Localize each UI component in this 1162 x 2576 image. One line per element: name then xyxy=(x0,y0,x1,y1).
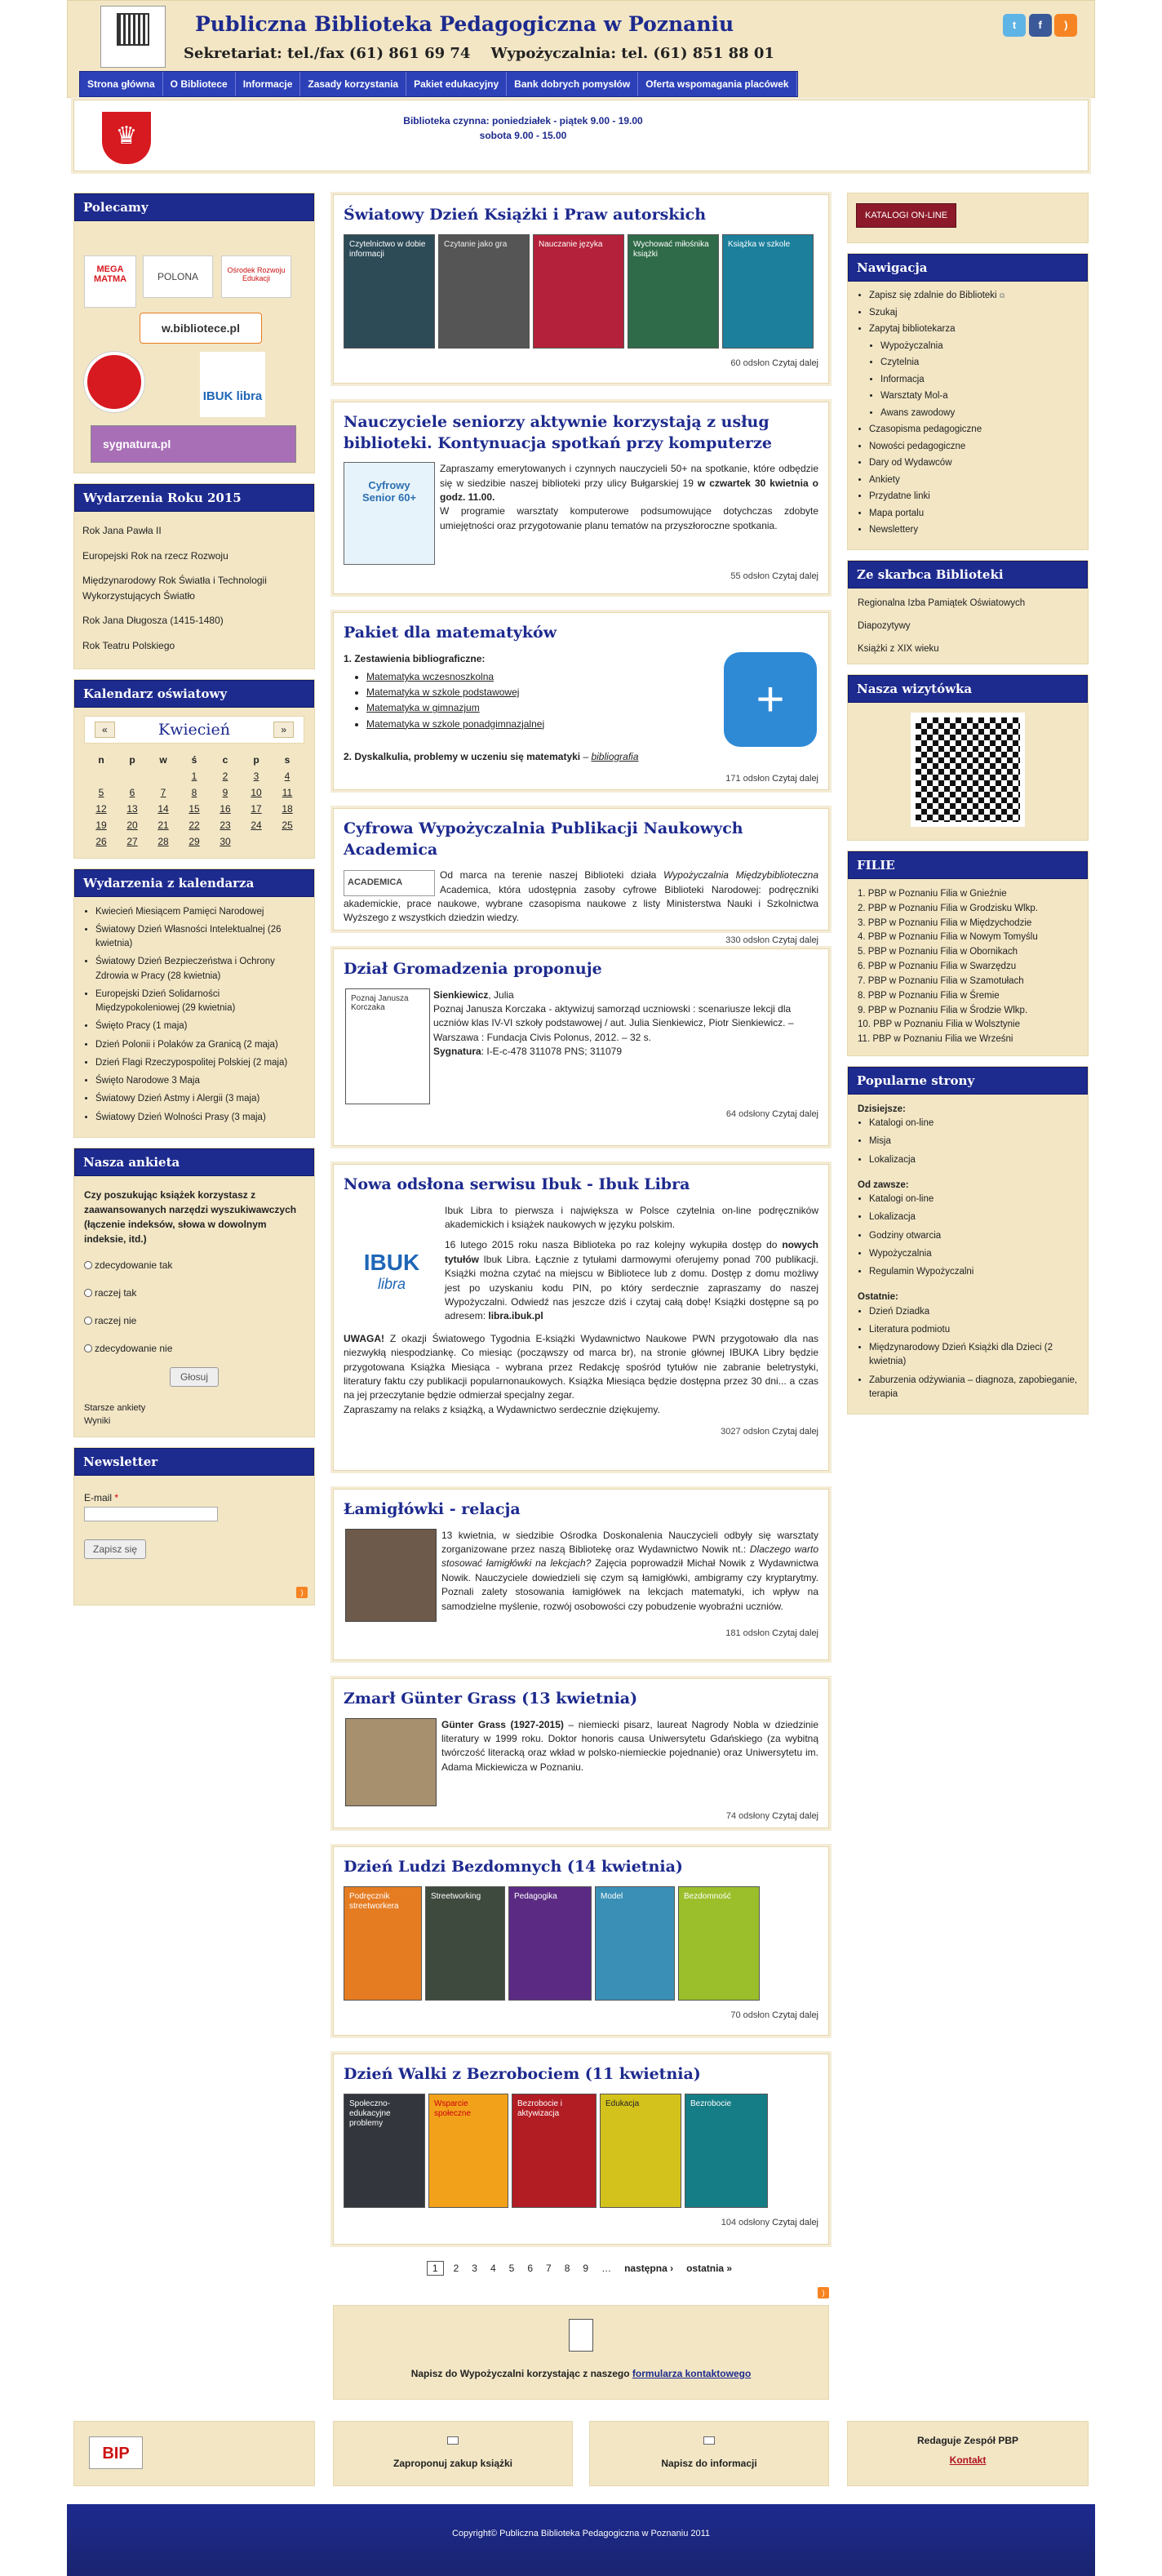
math-dice-icon: + xyxy=(724,652,817,747)
branch-link[interactable]: 2. PBP w Poznaniu Filia w Grodzisku Wlkp. xyxy=(858,903,1038,913)
zakup-box xyxy=(333,2421,573,2486)
megamatma-logo[interactable]: MEGA MATMA xyxy=(84,255,136,308)
treasury-link[interactable]: Regionalna Izba Pamiątek Oświatowych xyxy=(858,597,1026,608)
branch-link[interactable]: 9. PBP w Poznaniu Filia w Środzie Wlkp. xyxy=(858,1005,1028,1015)
radio-icon[interactable] xyxy=(84,1289,92,1297)
bibliography-link[interactable]: • Matematyka wczesnoszkolna xyxy=(366,669,818,685)
nav-link[interactable]: • Ankiety xyxy=(869,474,1078,487)
sygnatura-logo[interactable]: sygnatura.pl xyxy=(91,425,296,463)
site-title[interactable]: Publiczna Biblioteka Pedagogiczna w Poznaniu xyxy=(195,12,734,36)
branch-link[interactable]: 3. PBP w Poznaniu Filia w Międzychodzie xyxy=(858,917,1032,928)
ore-logo[interactable]: Ośrodek Rozwoju Edukacji xyxy=(221,255,291,298)
calendar-day[interactable]: 5 xyxy=(98,786,104,798)
calendar-day[interactable]: 20 xyxy=(126,819,138,831)
branch-link[interactable]: 11. PBP w Poznaniu Filia we Wrześni xyxy=(858,1034,1013,1045)
calendar-event-link[interactable]: • Światowy Dzień Astmy i Alergii (3 maja) xyxy=(95,1092,304,1106)
book-cover[interactable]: Czytanie jako gra xyxy=(438,234,530,349)
page-link[interactable]: 7 xyxy=(546,2263,552,2274)
cyfrowy-senior-image: Cyfrowy Senior 60+ xyxy=(344,462,435,565)
book-covers xyxy=(344,1886,818,2001)
popular-link[interactable]: • Misja xyxy=(869,1135,1078,1148)
calendar-event-link[interactable]: • Święto Narodowe 3 Maja xyxy=(95,1074,304,1088)
nav-info[interactable]: Informacje xyxy=(236,72,301,96)
branch-link[interactable]: 5. PBP w Poznaniu Filia w Obornikach xyxy=(858,947,1018,957)
page-link[interactable]: 4 xyxy=(490,2263,496,2274)
mail-icon xyxy=(703,2436,715,2445)
email-field[interactable] xyxy=(84,1507,218,1521)
article-card: Pakiet dla matematyków + 1. Zestawienia bibliograficzne: • Matematyka wczesnoszkolna • Matematyka w szkole podstawowej • Matematyka w gimnazjum • Matematyka w szkole ponadgimnazjalnej 2. Dyskalkulia, problemy w uczeniu się matematyki – bibliografia 171 odsłon Czytaj dalej xyxy=(333,612,829,790)
branch-link[interactable]: 10. PBP w Poznaniu Filia w Wolsztynie xyxy=(858,1019,1020,1030)
external-link-icon: ⧉ xyxy=(999,291,1005,300)
article-title[interactable]: Światowy Dzień Książki i Praw autorskich xyxy=(344,206,707,224)
rss-icon[interactable]: ) xyxy=(296,1587,308,1598)
calendar-event-link[interactable]: • Dzień Polonii i Polaków za Granicą (2 maja) xyxy=(95,1038,304,1052)
calendar-month: Kwiecień xyxy=(158,720,230,739)
calendar-day[interactable]: 24 xyxy=(251,819,262,831)
poll-option[interactable]: zdecydowanie nie xyxy=(84,1341,304,1356)
wizytowka-box: Nasza wizytówka xyxy=(847,674,1089,841)
nav-link[interactable]: • Czasopisma pedagogiczne xyxy=(869,424,1078,437)
contact-form-link[interactable]: formularza kontaktowego xyxy=(632,2368,752,2379)
read-more-link[interactable]: Czytaj dalej xyxy=(772,571,818,582)
calendar-day[interactable]: 14 xyxy=(157,802,169,815)
event-link[interactable]: Rok Jana Długosza (1415-1480) xyxy=(82,615,224,627)
polona-logo[interactable]: POLONA xyxy=(143,255,213,298)
calendar-day[interactable]: 23 xyxy=(220,819,231,831)
nav-oferta[interactable]: Oferta wspomagania placówek xyxy=(638,72,796,96)
view-count: 3027 odsłon xyxy=(721,1427,770,1437)
next-page-link[interactable]: następna › xyxy=(624,2263,674,2274)
ibuk-libra-logo[interactable]: IBUK libra xyxy=(363,1249,420,1292)
right-sidebar xyxy=(847,193,1089,1424)
calendar-day[interactable]: 7 xyxy=(160,786,166,798)
nawigacja-box: Nawigacja • Zapisz się zdalnie do Biblioteki ⧉ • Szukaj • Zapytaj bibliotekarza • Wypożyczalnia • Czytelnia • Informacja • Warsztaty Mol-a • Awans zawodowy • Czasopisma pedagogiczne • Nowości pedagogiczne • Dary od Wydawców • Ankiety • Przydatne linki • Mapa portalu • Newslettery xyxy=(847,253,1089,550)
calendar-day[interactable]: 18 xyxy=(282,802,293,815)
view-count: 70 odsłon xyxy=(730,2010,770,2020)
workshop-photo xyxy=(345,1529,437,1622)
contact-box: Napisz do Wypożyczalni korzystając z naszego formularza kontaktowego xyxy=(333,2305,829,2400)
book-cover[interactable]: Poznaj Janusza Korczaka xyxy=(345,988,430,1104)
read-more-link[interactable]: Czytaj dalej xyxy=(772,1427,818,1437)
book-covers xyxy=(344,2094,818,2208)
poll-results-link[interactable]: Wyniki xyxy=(84,1416,111,1427)
page-link[interactable]: 3 xyxy=(472,2263,477,2274)
branch-link[interactable]: 1. PBP w Poznaniu Filia w Gnieźnie xyxy=(858,889,1007,899)
event-link[interactable]: Europejski Rok na rzecz Rozwoju xyxy=(82,549,228,562)
event-link[interactable]: Rok Jana Pawła II xyxy=(82,525,162,536)
nav-bank[interactable]: Bank dobrych pomysłów xyxy=(507,72,638,96)
calendar-event-link[interactable]: • Światowy Dzień Własności Intelektualnej (26 kwietnia) xyxy=(95,923,304,952)
popular-link[interactable]: • Dzień Dziadka xyxy=(869,1305,1078,1319)
katalog-box xyxy=(847,193,1089,243)
kalendarz-box: Kalendarz oświatowy « Kwiecień » n p w ś c p s 1 2 3 4 5 6 7 8 9 10 11 12 13 14 15 16 17 18 19 20 21 22 23 24 25 26 27 28 29 30 xyxy=(73,679,315,859)
nav-link[interactable]: • Nowości pedagogiczne xyxy=(869,441,1078,454)
treasury-link[interactable]: Książki z XIX wieku xyxy=(858,643,939,654)
nav-sublink[interactable]: • Awans zawodowy xyxy=(880,407,1078,420)
branch-link[interactable]: 4. PBP w Poznaniu Filia w Nowym Tomyślu xyxy=(858,932,1038,943)
calendar-event-link[interactable]: • Światowy Dzień Wolności Prasy (3 maja) xyxy=(95,1111,304,1125)
calendar-day[interactable]: 19 xyxy=(95,819,107,831)
book-cover[interactable]: Czytelnictwo w dobie informacji xyxy=(344,234,435,349)
book-covers xyxy=(344,234,818,349)
treasury-link[interactable]: Diapozytywy xyxy=(858,620,911,631)
calendar-day[interactable]: 30 xyxy=(220,835,231,847)
calendar-day[interactable]: 22 xyxy=(188,819,200,831)
propose-book-link[interactable]: Zaproponuj zakup książki xyxy=(393,2458,513,2469)
nav-sublink[interactable]: • Wypożyczalnia xyxy=(880,340,1078,353)
article-card: Nauczyciele seniorzy aktywnie korzystają z usług biblioteki. Kontynuacja spotkań przy komputerze Cyfrowy Senior 60+ Zapraszamy emerytowanych i czynnych nauczycieli 50+ na spotkanie, które odbędzie się w siedzibie naszej biblioteki przy ulicy Bułgarskiej 19 w czwartek 30 kwietnia o godz. 11.00. W programie warsztaty komputerowe podsumowujące dotychczas zdobyte umiejętności oraz przygotowanie planu tematów na przyszłoroczne spotkania. 55 odsłon Czytaj dalej xyxy=(333,402,829,594)
bibliography-link[interactable]: • Matematyka w szkole podstawowej xyxy=(366,685,818,700)
calendar-day[interactable]: 3 xyxy=(253,770,259,782)
view-count: 330 odsłon xyxy=(725,935,770,945)
book-cover[interactable]: Książka w szkole xyxy=(722,234,814,349)
poll-option[interactable]: raczej nie xyxy=(84,1313,304,1328)
author-photo xyxy=(345,1718,437,1806)
social-icons xyxy=(1003,14,1077,37)
article-card: Łamigłówki - relacja 13 kwietnia, w siedzibie Ośrodka Doskonalenia Nauczycieli odbyły się warsztaty zorganizowane przez naszą Bibliotekę oraz Wydawnictwo Nowik nt.: Dlaczego warto stosować łamigłówki na lekcjach? Zajęcia poprowadził Michał Nowik z Wydawnictwa Nowik. Nauczyciele dowiedzieli się czym są łamigłówki, ambigramy czy kryptarytmy. Poznali zalety stosowania łamigłówek na lekcjach matematyki, ich wpływ na samodzielne myślenie, rozwój osobowości czy pobudzenie wyobraźni uczniów. 181 odsłon Czytaj dalej xyxy=(333,1489,829,1660)
page-footer xyxy=(67,2504,1095,2576)
copyright: Copyright© Publiczna Biblioteka Pedagogiczna w Poznaniu 2011 xyxy=(451,2529,711,2538)
book-cover[interactable]: Bezdomność xyxy=(678,1886,760,2001)
book-cover[interactable]: Bezrobocie xyxy=(685,2094,768,2208)
view-count: 60 odsłon xyxy=(730,358,770,368)
write-info-link[interactable]: Napisz do informacji xyxy=(661,2458,757,2469)
article-title[interactable]: Dzień Ludzi Bezdomnych (14 kwietnia) xyxy=(344,1858,683,1876)
prev-month-button[interactable]: « xyxy=(95,722,115,738)
branch-link[interactable]: 8. PBP w Poznaniu Filia w Śremie xyxy=(858,990,1000,1001)
pagination: 1 2 3 4 5 6 7 8 9 … następna › ostatnia » xyxy=(333,2261,829,2276)
calendar-day[interactable]: 2 xyxy=(222,770,228,782)
catalog-button[interactable]: KATALOGI ON-LINE xyxy=(856,203,956,228)
read-more-link[interactable]: Czytaj dalej xyxy=(772,1628,818,1638)
nav-sublink[interactable]: • Informacja xyxy=(880,374,1078,387)
bip-box xyxy=(73,2421,315,2486)
book-cover[interactable]: Model xyxy=(595,1886,675,2001)
rss-icon[interactable]: ) xyxy=(1054,14,1077,37)
wydarzenia-box: Wydarzenia Roku 2015 Rok Jana Pawła II Europejski Rok na rzecz Rozwoju Międzynarodowy Rok Światła i Technologii Wykorzystujących Światło Rok Jana Długosza (1415-1480) Rok Teatru Polskiego xyxy=(73,483,315,669)
bibliography-link[interactable]: • Matematyka w szkole ponadgimnazjalnej xyxy=(366,717,818,732)
popularne-box: Popularne strony Dzisiejsze: • Katalogi on-line • Misja • Lokalizacja Od zawsze: • Katalogi on-line • Lokalizacja • Godziny otwarcia • Wypożyczalnia • Regulamin Wypożyczalni Ostatnie: • Dzień Dziadka • Literatura podmiotu • Międzynarodowy Dzień Książki dla Dzieci (2 kwietnia) • Zaburzenia odżywiania – diagnoza, zapobieganie, terapia xyxy=(847,1066,1089,1415)
read-more-link[interactable]: Czytaj dalej xyxy=(772,1108,818,1119)
page-link[interactable]: 6 xyxy=(527,2263,534,2274)
calendar-grid: n p w ś c p s 1 2 3 4 5 6 7 8 9 10 11 12 13 14 15 16 17 18 19 20 21 22 23 24 25 26 27 28 29 30 xyxy=(86,752,303,850)
last-page-link[interactable]: ostatnia » xyxy=(686,2263,733,2274)
page-link[interactable]: 5 xyxy=(508,2263,515,2274)
view-count: 104 odsłony xyxy=(721,2217,770,2227)
ibuk-logo[interactable]: IBUK libra xyxy=(200,352,265,417)
filie-box: FILIE 1. PBP w Poznaniu Filia w Gnieźnie 2. PBP w Poznaniu Filia w Grodzisku Wlkp. 3. PBP w Poznaniu Filia w Międzychodzie 4. PBP w Poznaniu Filia w Nowym Tomyślu 5. PBP w Poznaniu Filia w Obornikach 6. PBP w Poznaniu Filia w Swarzędzu 7. PBP w Poznaniu Filia w Szamotułach 8. PBP w Poznaniu Filia w Śremie 9. PBP w Poznaniu Filia w Środzie Wlkp. 10. PBP w Poznaniu Filia w Wolsztynie 11. PBP w Poznaniu Filia we Wrześni xyxy=(847,851,1089,1056)
rss-icon[interactable]: ) xyxy=(818,2287,829,2298)
page-link[interactable]: 2 xyxy=(453,2263,459,2274)
phone-numbers: Sekretariat: tel./fax (61) 861 69 74 Wypożyczalnia: tel. (61) 851 88 01 xyxy=(184,45,774,62)
calendar-day[interactable]: 16 xyxy=(220,802,231,815)
bip-logo[interactable]: BIP xyxy=(89,2436,143,2469)
calendar-day[interactable]: 17 xyxy=(251,802,262,815)
book-cover[interactable]: Edukacja xyxy=(600,2094,681,2208)
book-cover[interactable]: Wsparcie społeczne xyxy=(428,2094,508,2208)
napisz-box xyxy=(589,2421,829,2486)
article-title[interactable]: Dzień Walki z Bezrobociem (11 kwietnia) xyxy=(344,2065,701,2083)
article-card: Zmarł Günter Grass (13 kwietnia) Günter Grass (1927-2015) – niemiecki pisarz, laureat Nagrody Nobla w dziedzinie literatury w 1999 roku. Doktor honoris causa Uniwersytetu Gdańskiego (za wybitną twórczość literacką oraz wkład w polsko-niemieckie pojednanie) oraz Uniwersytetu im. Adama Mickiewicza w Poznaniu. 74 odsłony Czytaj dalej xyxy=(333,1678,829,1828)
subscribe-button[interactable]: Zapisz się xyxy=(84,1539,146,1559)
article-card: Dział Gromadzenia proponuje Poznaj Janusza Korczaka Sienkiewicz, Julia Poznaj Janusza Korczaka - aktywizuj samorząd uczniowski : scenariusze lekcji dla uczniów klas IV-VI szkoły podstawowej / aut. Julia Sienkiewicz, Piotr Sienkiewicz. – Warszawa : Fundacja Civis Polonus, 2012. – 32 s. Sygnatura: I-E-c-478 311078 PNS; 311079 64 odsłony Czytaj dalej xyxy=(333,948,829,1146)
popular-link[interactable]: • Lokalizacja xyxy=(869,1153,1078,1167)
calendar-day[interactable]: 11 xyxy=(282,786,293,798)
book-cover[interactable]: Bezrobocie i aktywizacja xyxy=(512,2094,597,2208)
radio-icon[interactable] xyxy=(84,1344,92,1352)
popular-link[interactable]: • Zaburzenia odżywiania – diagnoza, zapobieganie, terapia xyxy=(869,1374,1078,1402)
editors-label: Redaguje Zespół PBP xyxy=(916,2435,1019,2446)
calendar-event-link[interactable]: • Światowy Dzień Bezpieczeństwa i Ochrony Zdrowia w Pracy (28 kwietnia) xyxy=(95,955,304,984)
calendar xyxy=(74,708,314,858)
calendar-day[interactable]: 27 xyxy=(126,835,138,847)
article-card: Cyfrowa Wypożyczalnia Publikacji Naukowych Academica ACADEMICA Od marca na terenie naszej Biblioteki działa Wypożyczalnia Międzybiblioteczna Academica, która udostępnia zasoby cyfrowe Biblioteki Narodowej: podręczniki akademickie, prace naukowe, wybrane czasopisma naukowe z listy Ministerstwa Nauki i Szkolnictwa Wyższego z wszystkich dziedzin wiedzy. 330 odsłon Czytaj dalej xyxy=(333,808,829,930)
popular-link[interactable]: • Wypożyczalnia xyxy=(869,1247,1078,1261)
newsletter-box: Newsletter E-mail * Zapisz się ) xyxy=(73,1447,315,1606)
main-content xyxy=(333,194,829,2400)
read-more-link[interactable]: Czytaj dalej xyxy=(772,358,818,368)
article-title[interactable]: Dział Gromadzenia proponuje xyxy=(344,960,602,978)
popular-link[interactable]: • Regulamin Wypożyczalni xyxy=(869,1265,1078,1279)
read-more-link[interactable]: Czytaj dalej xyxy=(772,1810,818,1821)
nav-sublink[interactable]: • Czytelnia xyxy=(880,357,1078,370)
nav-link[interactable]: • Mapa portalu xyxy=(869,508,1078,521)
book-cover[interactable]: Nauczanie języka xyxy=(533,234,624,349)
branch-link[interactable]: 6. PBP w Poznaniu Filia w Swarzędzu xyxy=(858,962,1017,972)
article-title[interactable]: Pakiet dla matematyków xyxy=(344,624,557,642)
page-header xyxy=(67,0,1095,98)
branch-link[interactable]: 7. PBP w Poznaniu Filia w Szamotułach xyxy=(858,975,1024,986)
hours-bar xyxy=(73,100,1089,171)
page-link[interactable]: 8 xyxy=(564,2263,570,2274)
calendar-day[interactable]: 9 xyxy=(222,786,228,798)
article-title[interactable]: Zmarł Günter Grass (13 kwietnia) xyxy=(344,1690,638,1708)
nav-link[interactable]: • Dary od Wydawców xyxy=(869,457,1078,470)
article-card: Nowa odsłona serwisu Ibuk - Ibuk Libra IBUK libra Ibuk Libra to pierwsza i największa w Polsce czytelnia on-line podręczników akademickich i książek naukowych w języku polskim. 16 lutego 2015 roku nasza Biblioteka po raz kolejny wykupiła dostęp do nowych tytułów Ibuk Libra. Łącznie z tytułami darmowymi oferujemy ponad 700 publikacji. Książki można czytać na miejscu w Bibliotece lub z domu. Dostęp z domu możliwy jest po uzyskaniu kodu PIN, po który serdecznie zapraszamy do naszej Wypożyczalni. Odwiedź nas jeszcze dziś i czytaj całą dobę! Książki dostępne są po adresem: libra.ibuk.pl UWAGA! Z okazji Światowego Tygodnia E-książki Wydawnictwo Naukowe PWN przygotowało dla nas niezwykłą niespodziankę. Co miesiąc (począwszy od marca br), na stronie głównej IBUKA Libry będzie przygotowana Książka Miesiąca - wybrana przez Redakcję spośród tytułów nie zabranie beletrystyki, literatury faktu czy publikacji popularnonaukowych. Książka Miesiąca będzie dostępna przez 30 dni... a czas na jej przeczytanie będzie odmierzał specjalny zegar. Zapraszamy na relaks z książką, a Wydawnictwo serdecznie dziękujemy. 3027 odsłon Czytaj dalej xyxy=(333,1164,829,1471)
opening-hours: Biblioteka czynna: poniedziałek - piątek 9.00 - 19.00 sobota 9.00 - 15.00 xyxy=(403,115,643,141)
calendar-event-link[interactable]: • Europejski Dzień Solidarności Międzypokoleniowej (29 kwietnia) xyxy=(95,988,304,1016)
libra-link[interactable]: libra.ibuk.pl xyxy=(488,1310,543,1322)
letter-icon xyxy=(569,2319,593,2352)
popular-link[interactable]: • Lokalizacja xyxy=(869,1210,1078,1224)
main-nav xyxy=(79,71,798,97)
recommended-logos xyxy=(74,221,314,473)
nav-pakiet[interactable]: Pakiet edukacyjny xyxy=(406,72,507,96)
view-count: 171 odsłon xyxy=(725,774,770,784)
library-logo[interactable] xyxy=(100,6,166,68)
view-count: 74 odsłony xyxy=(725,1810,770,1821)
book-cover[interactable]: Streetworking xyxy=(425,1886,505,2001)
nav-home[interactable]: Strona główna xyxy=(80,72,163,96)
popular-link[interactable]: • Godziny otwarcia xyxy=(869,1229,1078,1243)
vote-button[interactable]: Głosuj xyxy=(170,1367,219,1387)
view-count: 55 odsłon xyxy=(730,571,770,582)
calendar-day[interactable]: 10 xyxy=(251,786,262,798)
article-title[interactable]: Nowa odsłona serwisu Ibuk - Ibuk Libra xyxy=(344,1175,690,1193)
radio-icon[interactable] xyxy=(84,1317,92,1325)
book-cover[interactable]: Społeczno-edukacyjne problemy xyxy=(344,2094,425,2208)
article-card xyxy=(333,2054,829,2245)
kalendarz-wydarzenia-box: Wydarzenia z kalendarza • Kwiecień Miesiącem Pamięci Narodowej • Światowy Dzień Własności Intelektualnej (26 kwietnia) • Światowy Dzień Bezpieczeństwa i Ochrony Zdrowia w Pracy (28 kwietnia) • Europejski Dzień Solidarności Międzypokoleniowej (29 kwietnia) • Święto Pracy (1 maja) • Dzień Polonii i Polaków za Granicą (2 maja) • Dzień Flagi Rzeczypospolitej Polskiej (2 maja) • Święto Narodowe 3 Maja • Światowy Dzień Astmy i Alergii (3 maja) • Światowy Dzień Wolności Prasy (3 maja) xyxy=(73,868,315,1138)
event-link[interactable]: Międzynarodowy Rok Światła i Technologii Wykorzystujących Światło xyxy=(82,575,267,602)
email-label: E-mail xyxy=(84,1491,113,1503)
calendar-day[interactable]: 8 xyxy=(191,786,197,798)
read-more-link[interactable]: Czytaj dalej xyxy=(772,774,818,784)
dance-logo[interactable] xyxy=(84,352,144,412)
contact-link[interactable]: Kontakt xyxy=(949,2454,987,2466)
article-title[interactable]: Łamigłówki - relacja xyxy=(344,1500,521,1518)
calendar-day[interactable]: 13 xyxy=(126,802,138,815)
redakcja-box xyxy=(847,2421,1089,2486)
poll-question: Czy poszukując książek korzystasz z zaawansowanych narzędzi wyszukiwawczych (łączenie indeksów, słowa w dowolnym indeksie, itd.) xyxy=(84,1188,297,1245)
bibliography-link[interactable]: bibliografia xyxy=(591,750,639,762)
page-link[interactable]: 9 xyxy=(583,2263,589,2274)
twitter-icon[interactable]: t xyxy=(1003,14,1026,37)
facebook-icon[interactable]: f xyxy=(1029,14,1052,37)
radio-icon[interactable] xyxy=(84,1261,92,1269)
popular-link[interactable]: • Katalogi on-line xyxy=(869,1193,1078,1206)
calendar-day[interactable]: 26 xyxy=(95,835,107,847)
poland-emblem: ♛ xyxy=(102,112,151,164)
page-current: 1 xyxy=(427,2261,444,2276)
skarbiec-box: Ze skarbca Biblioteki Regionalna Izba Pamiątek Oświatowych Diapozytywy Książki z XIX wieku xyxy=(847,560,1089,664)
bibliography-link[interactable]: • Matematyka w gimnazjum xyxy=(366,700,818,716)
read-more-link[interactable]: Czytaj dalej xyxy=(772,935,818,945)
event-link[interactable]: Rok Teatru Polskiego xyxy=(82,639,175,651)
read-more-link[interactable]: Czytaj dalej xyxy=(772,2217,818,2227)
nav-link[interactable]: • Szukaj xyxy=(869,307,1078,320)
academica-logo[interactable]: ACADEMICA xyxy=(344,870,435,896)
view-count: 64 odsłony xyxy=(725,1108,770,1119)
nav-link[interactable]: • Zapytaj bibliotekarza xyxy=(869,323,1078,336)
calendar-event-link[interactable]: • Kwiecień Miesiącem Pamięci Narodowej xyxy=(95,905,304,919)
book-cover[interactable]: Wychować miłośnika książki xyxy=(628,234,719,349)
nav-link[interactable]: • Przydatne linki xyxy=(869,491,1078,504)
older-polls-link[interactable]: Starsze ankiety xyxy=(84,1402,146,1413)
popular-link[interactable]: • Literatura podmiotu xyxy=(869,1323,1078,1337)
calendar-day[interactable]: 21 xyxy=(157,819,169,831)
calendar-day[interactable]: 4 xyxy=(284,770,290,782)
popular-link[interactable]: • Międzynarodowy Dzień Książki dla Dzieci (2 kwietnia) xyxy=(869,1341,1078,1370)
calendar-event-link[interactable]: • Dzień Flagi Rzeczypospolitej Polskiej (2 maja) xyxy=(95,1056,304,1070)
nav-link[interactable]: • Newslettery xyxy=(869,524,1078,537)
calendar-event-link[interactable]: • Święto Pracy (1 maja) xyxy=(95,1019,304,1033)
article-title[interactable]: Cyfrowa Wypożyczalnia Publikacji Naukowych Academica xyxy=(344,819,743,859)
calendar-day[interactable]: 1 xyxy=(191,770,197,782)
calendar-day[interactable]: 25 xyxy=(282,819,293,831)
calendar-day[interactable]: 12 xyxy=(95,802,107,815)
book-cover[interactable]: Pedagogika xyxy=(508,1886,592,2001)
article-card xyxy=(333,194,829,384)
calendar-day[interactable]: 15 xyxy=(188,802,200,815)
calendar-day[interactable]: 28 xyxy=(157,835,169,847)
wbibliotece-logo[interactable]: w.bibliotece.pl xyxy=(140,313,262,344)
calendar-day[interactable]: 29 xyxy=(188,835,200,847)
book-cover[interactable]: Podręcznik streetworkera xyxy=(344,1886,422,2001)
nav-rules[interactable]: Zasady korzystania xyxy=(300,72,406,96)
next-month-button[interactable]: » xyxy=(273,722,294,738)
article-title[interactable]: Nauczyciele seniorzy aktywnie korzystają z usług biblioteki. Kontynuacja spotkań przy komputerze xyxy=(344,413,772,452)
calendar-day[interactable]: 6 xyxy=(129,786,135,798)
polecamy-box: Polecamy MEGA MATMA POLONA Ośrodek Rozwoju Edukacji w.bibliotece.pl IBUK libra sygnatura.pl xyxy=(73,193,315,473)
left-sidebar xyxy=(73,193,315,1615)
nav-about[interactable]: O Bibliotece xyxy=(163,72,236,96)
ankieta-box: Nasza ankieta Czy poszukując książek korzystasz z zaawansowanych narzędzi wyszukiwawczych (łączenie indeksów, słowa w dowolnym indeksie, itd.) zdecydowanie tak raczej tak raczej nie zdecydowanie nie Głosuj Starsze ankiety Wyniki xyxy=(73,1148,315,1437)
view-count: 181 odsłon xyxy=(725,1628,770,1638)
poll-option[interactable]: zdecydowanie tak xyxy=(84,1258,304,1272)
poll-option[interactable]: raczej tak xyxy=(84,1286,304,1300)
popular-link[interactable]: • Katalogi on-line xyxy=(869,1117,1078,1130)
nav-sublink[interactable]: • Warsztaty Mol-a xyxy=(880,390,1078,403)
mail-icon xyxy=(447,2436,459,2445)
article-card xyxy=(333,1846,829,2036)
nav-link[interactable]: • Zapisz się zdalnie do Biblioteki ⧉ xyxy=(869,290,1078,303)
qr-code xyxy=(911,713,1025,827)
read-more-link[interactable]: Czytaj dalej xyxy=(772,2010,818,2020)
